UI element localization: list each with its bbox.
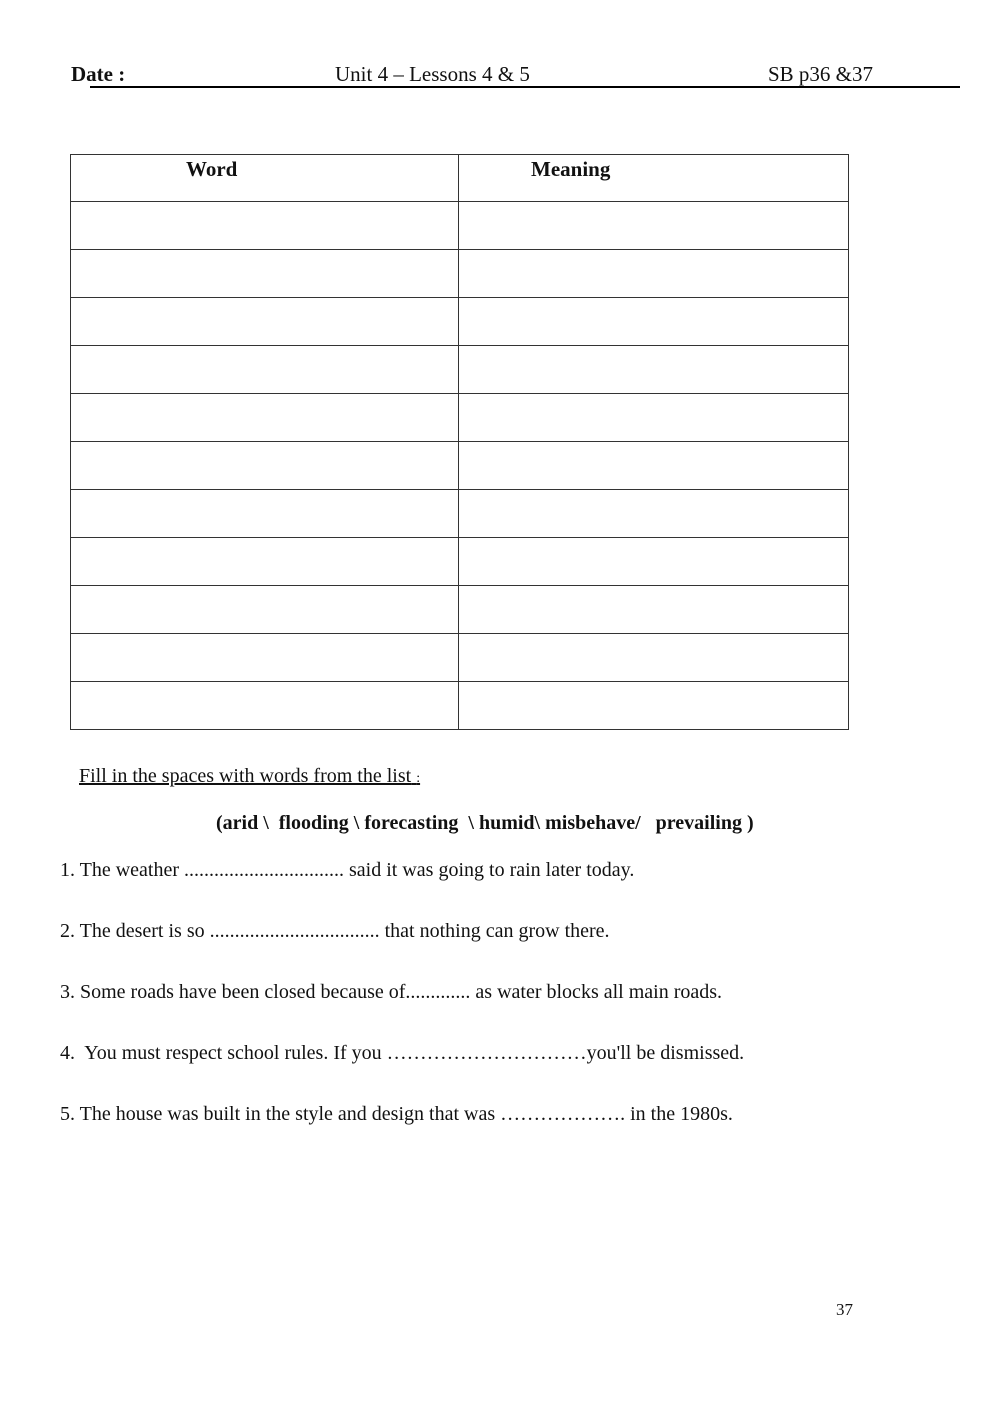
table-row: [71, 634, 849, 682]
meaning-cell[interactable]: [459, 298, 849, 346]
meaning-column-header: Meaning: [459, 155, 849, 202]
sb-page-reference: SB p36 &37: [768, 62, 874, 86]
question-2: 2. The desert is so .................................. that nothing can grow there.: [60, 920, 610, 942]
vocabulary-table-body: [71, 202, 849, 730]
meaning-cell[interactable]: [459, 538, 849, 586]
word-cell[interactable]: [71, 586, 459, 634]
meaning-cell[interactable]: [459, 586, 849, 634]
instruction-colon: :: [416, 771, 421, 786]
word-list: (arid \ flooding \ forecasting \ humid\ misbehave/ prevailing ): [216, 812, 754, 834]
question-3: 3. Some roads have been closed because of............. as water blocks all main roads.: [60, 981, 723, 1003]
word-cell[interactable]: [71, 634, 459, 682]
meaning-cell[interactable]: [459, 394, 849, 442]
word-column-header: Word: [71, 155, 459, 202]
meaning-cell[interactable]: [459, 442, 849, 490]
word-cell[interactable]: [71, 298, 459, 346]
vocabulary-table: [70, 154, 849, 730]
table-row: [71, 682, 849, 730]
meaning-cell[interactable]: [459, 490, 849, 538]
word-cell[interactable]: [71, 250, 459, 298]
question-4: 4. You must respect school rules. If you …………………………you'll be dismissed.: [60, 1042, 745, 1064]
table-row: [71, 250, 849, 298]
table-row: [71, 394, 849, 442]
table-header-row: [71, 155, 849, 202]
table-row: [71, 298, 849, 346]
meaning-cell[interactable]: [459, 202, 849, 250]
word-cell[interactable]: [71, 394, 459, 442]
table-row: [71, 202, 849, 250]
word-cell[interactable]: [71, 442, 459, 490]
word-cell[interactable]: [71, 202, 459, 250]
question-1: 1. The weather ................................ said it was going to rain later today.: [60, 859, 635, 881]
word-cell[interactable]: [71, 682, 459, 730]
page-number: 37: [836, 1300, 853, 1319]
word-cell[interactable]: [71, 538, 459, 586]
meaning-cell[interactable]: [459, 250, 849, 298]
table-row: [71, 490, 849, 538]
unit-title: Unit 4 – Lessons 4 & 5: [335, 62, 530, 86]
word-cell[interactable]: [71, 490, 459, 538]
question-5: 5. The house was built in the style and design that was ………………. in the 1980s.: [60, 1103, 733, 1125]
exercise-instruction: [79, 765, 420, 788]
word-cell[interactable]: [71, 346, 459, 394]
date-label: Date :: [71, 62, 126, 86]
instruction-text: Fill in the spaces with words from the list: [79, 765, 412, 787]
table-row: [71, 442, 849, 490]
meaning-cell[interactable]: [459, 682, 849, 730]
table-row: [71, 538, 849, 586]
table-row: [71, 586, 849, 634]
meaning-cell[interactable]: [459, 634, 849, 682]
table-row: [71, 346, 849, 394]
meaning-cell[interactable]: [459, 346, 849, 394]
